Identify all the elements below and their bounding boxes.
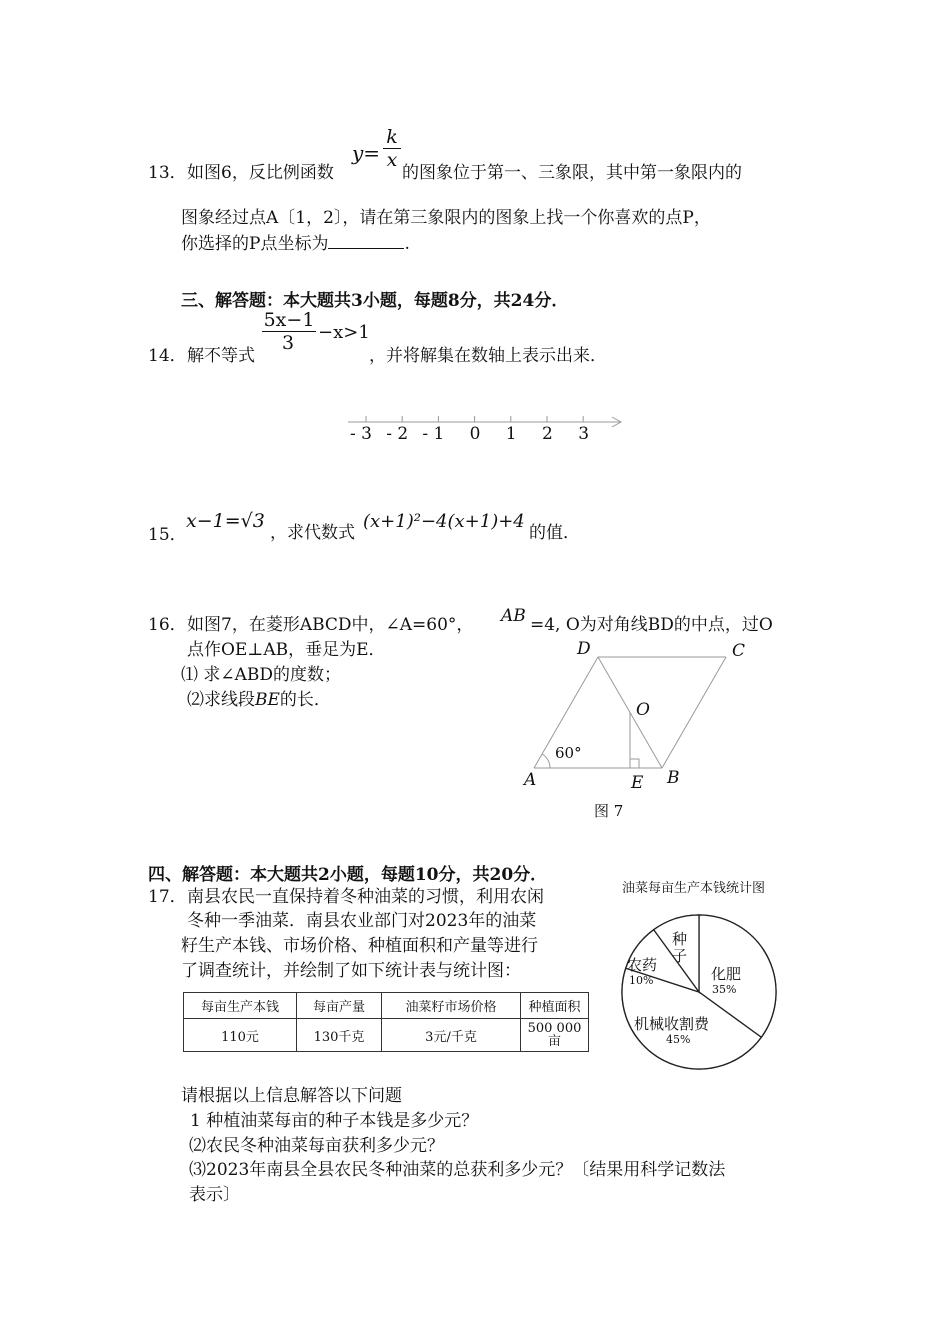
cell-area-value: 500 000 <box>527 1021 582 1036</box>
header-yield: 每亩产量 <box>297 993 382 1019</box>
q15-expr: (x+1)²−4(x+1)+4 <box>363 511 525 532</box>
label-b: B <box>667 768 680 788</box>
q14-number: 14． <box>148 346 187 366</box>
label-d: D <box>577 639 591 659</box>
q17-number: 17． <box>148 887 187 907</box>
q16-sub2-a: ⑵求线段 <box>187 690 255 710</box>
label-a: A <box>524 770 537 790</box>
q16-ab: AB <box>501 606 526 626</box>
q15-condition: x−1=√3 <box>186 510 265 532</box>
section4-title: 四、解答题：本大题共2小题，每题10分，共20分． <box>148 865 548 885</box>
pie-title: 油菜每亩生产本钱统计图 <box>622 881 766 896</box>
pie-label-pesticide: 农药 <box>627 956 658 974</box>
pie-label-seed: 种子 <box>672 930 688 965</box>
number-line-label: 3 <box>578 424 590 444</box>
q17-para-4: 了调查统计，并绘制了如下统计表与统计图： <box>181 961 521 981</box>
q17-question-3: ⑶2023年南县全县农民冬种油菜的总获利多少元？〔结果用科学记数法 <box>189 1160 726 1180</box>
q13-func-den: x <box>383 148 401 171</box>
q13-func-fraction <box>383 126 401 171</box>
q16-number: 16． <box>148 615 187 635</box>
q14-frac-num: 5x−1 <box>263 309 315 331</box>
cell-yield: 130千克 <box>297 1019 382 1052</box>
stats-table-header <box>184 993 589 1019</box>
q16-line2: 点作OE⊥AB，垂足为E． <box>187 640 386 660</box>
cell-cost: 110元 <box>184 1019 297 1052</box>
q13-func-num: k <box>386 126 398 148</box>
q16-sub1: ⑴ 求∠ABD的度数； <box>181 665 342 685</box>
number-line-label: 0 <box>469 424 481 444</box>
number-line-label: - 1 <box>422 424 445 444</box>
q13-line3-text: 你选择的P点坐标为 <box>181 234 329 254</box>
q14-frac-den: 3 <box>262 331 316 354</box>
q14-tail: −x>1 <box>318 322 370 343</box>
q14-text-after: ，并将解集在数轴上表示出来． <box>369 346 607 366</box>
right-angle-mark <box>630 759 639 768</box>
q16-sub2-be: BE <box>255 690 280 710</box>
q15-text-after: 的值． <box>529 523 580 543</box>
q17-question-1: 1 种植油菜每亩的种子本钱是多少元？ <box>190 1111 479 1131</box>
cell-area <box>521 1019 589 1052</box>
stats-table-row <box>184 1019 589 1052</box>
label-angle: 60° <box>555 744 582 762</box>
number-line-label: 2 <box>542 424 553 444</box>
q16-sub2-b: 的长． <box>279 690 331 710</box>
pie-label-fertilizer: 化肥 <box>711 965 742 983</box>
q16-sub2 <box>187 685 331 710</box>
q17-para-1: 南县农民一直保持着冬种油菜的习惯，利用农闲 <box>187 887 544 907</box>
header-area: 种植面积 <box>521 993 589 1019</box>
q17-question-2: ⑵农民冬种油菜每亩获利多少元？ <box>189 1136 444 1156</box>
number-line-label: - 3 <box>350 424 372 444</box>
cell-price: 3元/千克 <box>382 1019 521 1052</box>
q13-func-y: y= <box>352 141 381 165</box>
pie-pct-pesticide: 10% <box>629 974 654 987</box>
stats-table <box>183 992 589 1052</box>
label-c: C <box>732 641 746 661</box>
pie-label-harvest: 机械收割费 <box>634 1015 710 1033</box>
label-e: E <box>631 773 644 793</box>
number-line-label: 1 <box>505 424 517 444</box>
q13-answer-blank[interactable] <box>328 234 404 249</box>
q13-line3-end: . <box>404 234 410 254</box>
q15-number: 15． <box>148 525 187 545</box>
number-line-ticks <box>366 416 583 422</box>
q13-line2: 图象经过点A〔1，2〕，请在第三象限内的图象上找一个你喜欢的点P， <box>181 208 711 228</box>
q14-text-before: 解不等式 <box>187 346 255 366</box>
pie-chart <box>619 912 779 1072</box>
section3-title: 三、解答题：本大题共3小题，每题8分，共24分． <box>181 291 569 311</box>
q14-fraction <box>262 309 316 354</box>
q17-prompt: 请根据以上信息解答以下问题 <box>181 1086 402 1106</box>
label-o: O <box>636 700 650 720</box>
q13-text-before: 如图6，反比例函数 <box>187 163 334 183</box>
q13-text-after: 的图象位于第一、三象限，其中第一象限内的 <box>402 163 742 183</box>
q17-question-4: 表示〕 <box>189 1185 240 1205</box>
cell-area-unit: 亩 <box>547 1034 561 1049</box>
q13-line3 <box>181 229 410 254</box>
number-line-label: - 2 <box>386 424 409 444</box>
q15-text-mid: ，求代数式 <box>270 523 355 543</box>
header-price: 油菜籽市场价格 <box>382 993 521 1019</box>
header-cost: 每亩生产本钱 <box>184 993 297 1019</box>
q16-line1-a: 如图7，在菱形ABCD中，∠A=60°， <box>187 615 474 635</box>
q17-para-3: 籽生产本钱、市场价格、种植面积和产量等进行 <box>181 936 538 956</box>
q17-para-2: 冬种一季油菜．南县农业部门对2023年的油菜 <box>187 911 537 931</box>
pie-pct-harvest: 45% <box>666 1033 691 1046</box>
angle-a-arc <box>542 754 550 768</box>
pie-pct-fertilizer: 35% <box>712 983 737 996</box>
side-bc <box>662 657 726 768</box>
q13-number: 13． <box>148 163 187 183</box>
figure-caption: 图 7 <box>594 802 624 820</box>
q16-line1-b: =4, O为对角线BD的中点，过O <box>530 615 773 635</box>
